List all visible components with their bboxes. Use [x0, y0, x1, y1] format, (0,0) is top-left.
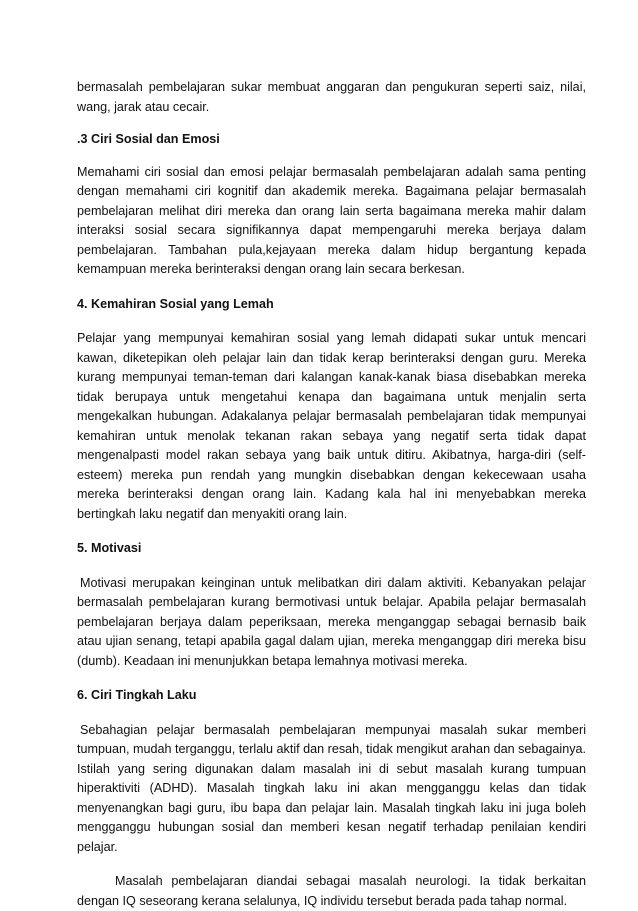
paragraph-neurology: Masalah pembelajaran diandai sebagai masalah neurologi. Ia tidak berkaitan dengan IQ seseorang kerana selalunya, IQ individu tersebut berada pada tahap normal. — [77, 874, 586, 908]
heading-social-emotional: .3 Ciri Sosial dan Emosi — [77, 132, 220, 146]
paragraph-cognitive-tail: bermasalah pembelajaran sukar membuat anggaran dan pengukuran seperti saiz, nilai, wang, jarak atau cecair. — [77, 80, 586, 114]
paragraph-social-emotional: Memahami ciri sosial dan emosi pelajar bermasalah pembelajaran adalah sama penting dengan memahami ciri kognitif dan akademik mereka. Bagaimana pelajar bermasalah pembelajaran melihat diri mereka dan orang lain serta bagaimana mereka mahir dalam interaksi sosial secara signifikannya dapat mempengaruhi mereka berjaya dalam pembelajaran. Tambahan pula,kejayaan mereka dalam hidup bergantung kepada kemampuan mereka berinteraksi dengan orang lain secara berkesan. — [77, 164, 586, 276]
heading-behaviour: 6. Ciri Tingkah Laku — [77, 688, 197, 702]
heading-weak-social-skills: 4. Kemahiran Sosial yang Lemah — [77, 296, 274, 311]
document-page — [77, 78, 586, 911]
heading-motivation: 5. Motivasi — [77, 541, 142, 555]
paragraph-motivation: Motivasi merupakan keinginan untuk melibatkan diri dalam aktiviti. Kebanyakan pelajar bermasalah pembelajaran kurang bermotivasi untuk belajar. Apabila pelajar bermasalah pembelajaran berjaya dalam peperiksaan, mereka menganggap sebagai bernasib baik atau ujian senang, tetapi apabila gagal dalam ujian, mereka menganggap diri mereka bisu (dumb). Keadaan ini menunjukkan betapa lemahnya motivasi mereka. — [77, 575, 586, 668]
paragraph-behaviour: Sebahagian pelajar bermasalah pembelajaran mempunyai masalah sukar memberi tumpuan, mudah terganggu, terlalu aktif dan resah, tidak mengikut arahan dan sebagainya. Istilah yang sering digunakan dalam masalah ini di sebut masalah kurang tumpuan hiperaktiviti (ADHD). Masalah tingkah laku ini akan mengganggu kelas dan tidak menyenangkan bagi guru, ibu bapa dan pelajar lain. Masalah tingkah laku ini juga boleh mengganggu hubungan sosial dan memberi kesan negatif terhadap penilaian kendiri pelajar. — [77, 722, 586, 854]
paragraph-weak-social-skills: Pelajar yang mempunyai kemahiran sosial yang lemah didapati sukar untuk mencari kawan, diketepikan oleh pelajar lain dan tidak kerap berinteraksi dengan guru. Mereka kurang mempunyai teman-teman dari kalangan kanak-kanak biasa disebabkan mereka tidak berupaya untuk mengetahui kenapa dan bagaimana untuk menjalin serta mengekalkan hubungan. Adakalanya pelajar bermasalah pembelajaran tidak mempunyai kemahiran untuk menolak tekanan rakan sebaya yang negatif serta tidak dapat mengenalpasti model rakan sebaya yang baik untuk ditiru. Akibatnya, harga-diri (self-esteem) mereka pun rendah yang mungkin disebabkan dengan kekecewaan usaha mereka berinteraksi dengan orang lain. Kadang kala hal ini menyebabkan mereka bertingkah laku negatif dan menyakiti orang lain. — [77, 331, 586, 521]
